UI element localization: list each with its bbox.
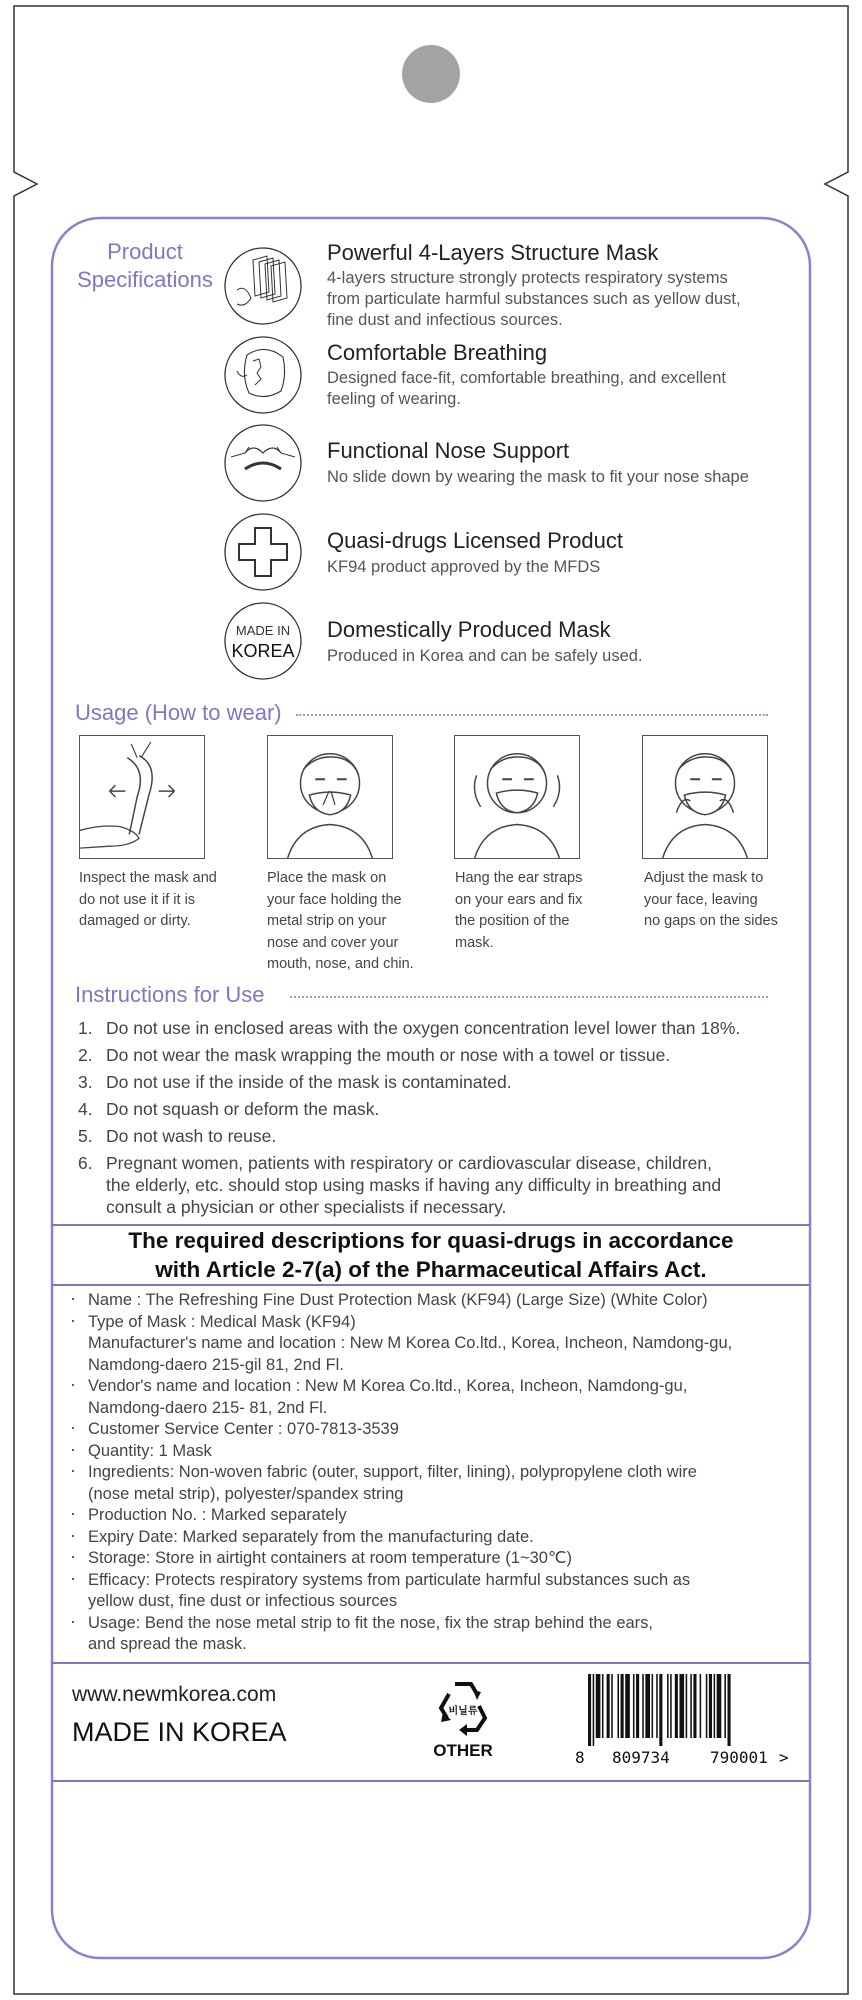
spec-desc-breathing: Designed face-fit, comfortable breathing, and excellent feeling of wearing. (327, 369, 726, 408)
layers-icon (223, 246, 303, 326)
barcode-digit-first: 8 (575, 1748, 585, 1767)
list-item: · Storage: Store in airtight containers at room temperature (1~30℃) (68, 1548, 813, 1570)
spec-desc-quasi-drugs: KF94 product approved by the MFDS (327, 558, 601, 576)
usage-step-2-caption: Place the mask on your face holding the metal strip on your nose and cover your mouth, nose, and chin. (267, 870, 414, 972)
usage-step-1-image (79, 735, 205, 859)
instructions-divider (290, 996, 768, 998)
adjust-mask-illustration (643, 736, 767, 858)
list-item: 6. Pregnant women, patients with respiratory or cardiovascular disease, children, the elderly, etc. should stop using masks if having any difficulty in breathing and consult a physician or other specialists if necessary. (78, 1153, 722, 1217)
usage-step-4-image (642, 735, 768, 859)
list-item: 4. Do not squash or deform the mask. (78, 1099, 380, 1119)
usage-heading: Usage (How to wear) (75, 700, 282, 725)
spec-title-domestic: Domestically Produced Mask (327, 617, 611, 642)
barcode-arrow: > (779, 1748, 789, 1767)
made-in-korea-badge (223, 601, 303, 681)
list-item: · Type of Mask : Medical Mask (KF94) Manufacturer's name and location : New M Korea Co.ltd., Korea, Incheon, Namdong-gu, Namdong-daero 215-gil 81, 2nd Fl. (68, 1312, 813, 1377)
required-descriptions-title: The required descriptions for quasi-drugs in accordance with Article 2-7(a) of the Pharmaceutical Affairs Act. (128, 1228, 734, 1282)
barcode-digits-left: 809734 (612, 1748, 670, 1767)
hang-straps-illustration (455, 736, 579, 858)
spec-desc-nose: No slide down by wearing the mask to fit your nose shape (327, 468, 749, 486)
recycle-icon (433, 1678, 493, 1740)
place-mask-illustration (268, 736, 392, 858)
list-item: · Customer Service Center : 070-7813-3539 (68, 1419, 813, 1441)
spec-title-breathing: Comfortable Breathing (327, 340, 548, 365)
list-item: · Quantity: 1 Mask (68, 1441, 813, 1463)
usage-step-1-caption: Inspect the mask and do not use it if it is damaged or dirty. (79, 870, 217, 929)
list-item: · Efficacy: Protects respiratory systems from particulate harmful substances such as yellow dust, fine dust or infectious sources (68, 1570, 813, 1613)
required-descriptions-list (68, 1290, 813, 1656)
inspect-mask-illustration (80, 736, 204, 858)
spec-title-layers: Powerful 4-Layers Structure Mask (327, 240, 659, 265)
divider-title (52, 1284, 810, 1286)
spec-desc-domestic: Produced in Korea and can be safely used. (327, 647, 643, 665)
hang-hole (402, 45, 460, 103)
product-specs-heading: Product Specifications (77, 239, 213, 292)
list-item: 1. Do not use in enclosed areas with the oxygen concentration level lower than 18%. (78, 1018, 741, 1038)
list-item: 3. Do not use if the inside of the mask is contaminated. (78, 1072, 512, 1092)
usage-step-3-image (454, 735, 580, 859)
usage-divider (296, 714, 768, 716)
barcode-digits-right: 790001 (710, 1748, 768, 1767)
svg-text:비닐류: 비닐류 (448, 1706, 478, 1717)
barcode (588, 1674, 778, 1746)
list-item: · Expiry Date: Marked separately from the manufacturing date. (68, 1527, 813, 1549)
list-item: · Name : The Refreshing Fine Dust Protection Mask (KF94) (Large Size) (White Color) (68, 1290, 813, 1312)
list-item: · Vendor's name and location : New M Korea Co.ltd., Korea, Incheon, Namdong-gu, Namdong-daero 215- 81, 2nd Fl. (68, 1376, 813, 1419)
usage-step-3-caption: Hang the ear straps on your ears and fix the position of the mask. (455, 870, 583, 951)
spec-title-nose: Functional Nose Support (327, 438, 570, 463)
cross-icon (223, 512, 303, 592)
spec-desc-layers: 4-layers structure strongly protects respiratory systems from particulate harmful substances such as yellow dust, fine dust and infectious sources. (327, 269, 741, 329)
usage-step-4-caption: Adjust the mask to your face, leaving no gaps on the sides (644, 870, 778, 929)
svg-text:KOREA: KOREA (231, 641, 295, 661)
list-item: 2. Do not wear the mask wrapping the mouth or nose with a towel or tissue. (78, 1045, 671, 1065)
usage-step-2-image (267, 735, 393, 859)
list-item: · Usage: Bend the nose metal strip to fit the nose, fix the strap behind the ears, and spread the mask. (68, 1613, 813, 1656)
list-item: · Production No. : Marked separately (68, 1505, 813, 1527)
instructions-list (78, 1017, 798, 1223)
divider-footer-bottom (52, 1780, 810, 1782)
mask-face-icon (223, 335, 303, 415)
divider-footer-top (52, 1662, 810, 1664)
recycle-label: OTHER (433, 1741, 493, 1760)
spec-title-quasi-drugs: Quasi-drugs Licensed Product (327, 528, 623, 553)
instructions-heading: Instructions for Use (75, 982, 265, 1007)
made-in-korea-text: MADE IN KOREA (72, 1717, 287, 1747)
website-text: www.newmkorea.com (72, 1683, 277, 1706)
list-item: · Ingredients: Non-woven fabric (outer, support, filter, lining), polypropylene cloth wire (nose metal strip), polyester/spandex string (68, 1462, 813, 1505)
svg-text:MADE IN: MADE IN (235, 623, 291, 638)
list-item: 5. Do not wash to reuse. (78, 1126, 277, 1146)
nose-support-icon (223, 423, 303, 503)
